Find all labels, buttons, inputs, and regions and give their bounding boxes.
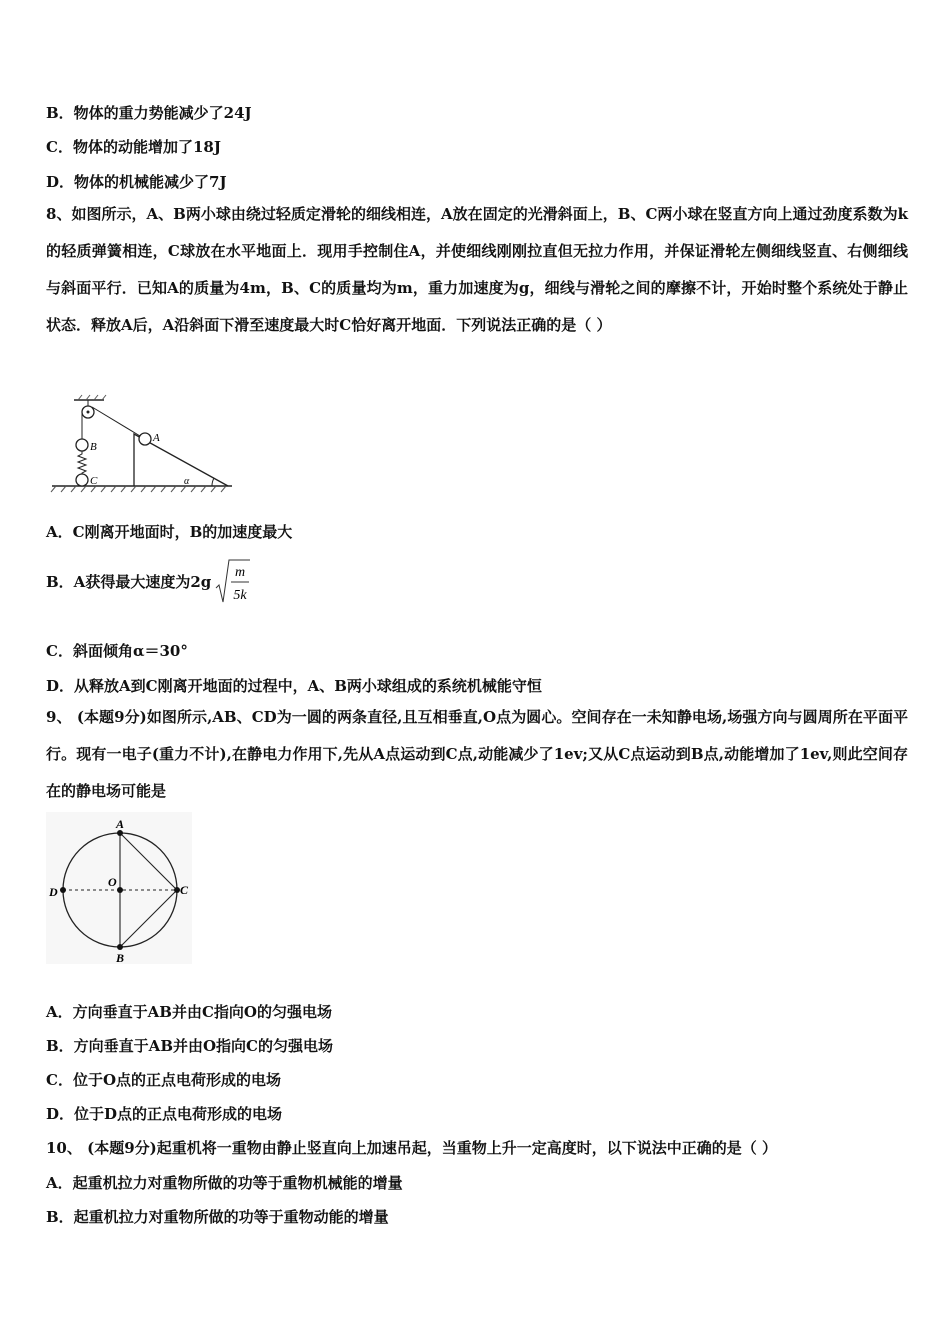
option-b-prev: B．物体的重力势能减少了24J xyxy=(46,104,252,122)
sqrt-denominator: 5k xyxy=(233,588,247,603)
q8-option-c: C．斜面倾角α＝30° xyxy=(46,642,188,660)
circle-diameters-figure xyxy=(46,812,192,964)
label-a: A xyxy=(116,817,125,831)
sqrt-numerator: m xyxy=(235,565,246,580)
q9-option-b: B．方向垂直于AB并由O指向C的匀强电场 xyxy=(46,1037,334,1055)
q8-option-a: A．C刚离开地面时，B的加速度最大 xyxy=(46,523,293,541)
sqrt-expression xyxy=(215,558,251,606)
pulley-incline-figure xyxy=(48,394,234,494)
label-o: O xyxy=(108,875,117,889)
label-b: B xyxy=(90,441,97,453)
q10-option-a: A．起重机拉力对重物所做的功等于重物机械能的增量 xyxy=(46,1174,403,1192)
question-8-stem: 8、如图所示，A、B两小球由绕过轻质定滑轮的细线相连，A放在固定的光滑斜面上，B、C两小球在竖直方向上通过劲度系数为k的轻质弹簧相连，C球放在水平地面上．现用手控制住A，并使细线刚刚拉直但无拉力作用，并保证滑轮左侧细线竖直、右侧细线与斜面平行．已知A的质量为4m，B、C的质量均为m，重力加速度为g，细线与滑轮之间的摩擦不计，开始时整个系统处于静止状态．释放A后，A沿斜面下滑至速度最大时C恰好离开地面．下列说法正确的是（ ） xyxy=(46,205,908,334)
option-c-prev: C．物体的动能增加了18J xyxy=(46,138,221,156)
q9-option-a: A．方向垂直于AB并由C指向O的匀强电场 xyxy=(46,1003,332,1021)
label-a: A xyxy=(153,432,160,444)
label-d: D xyxy=(49,885,58,899)
label-alpha: α xyxy=(184,476,190,487)
question-9-stem: 9、 (本题9分)如图所示,AB、CD为一圆的两条直径,且互相垂直,O点为圆心。空间存在一未知静电场,场强方向与圆周所在平面平行。现有一电子(重力不计),在静电力作用下,先从A点运动到C点,动能减少了1ev;又从C点运动到B点,动能增加了1ev,则此空间存在的静电场可能是 xyxy=(46,708,908,800)
label-c: C xyxy=(90,475,98,487)
q8-option-b-text: B．A获得最大速度为2g xyxy=(46,573,212,591)
q9-option-d: D．位于D点的正点电荷形成的电场 xyxy=(46,1105,283,1123)
q8-option-d: D．从释放A到C刚离开地面的过程中，A、B两小球组成的系统机械能守恒 xyxy=(46,677,542,695)
label-b: B xyxy=(116,951,125,964)
question-10-stem: 10、 (本题9分)起重机将一重物由静止竖直向上加速吊起，当重物上升一定高度时，以下说法中正确的是（ ） xyxy=(46,1139,777,1157)
option-d-prev: D．物体的机械能减少了7J xyxy=(46,173,227,191)
q9-option-c: C．位于O点的正点电荷形成的电场 xyxy=(46,1071,282,1089)
q8-option-b xyxy=(46,558,251,606)
q10-option-b: B．起重机拉力对重物所做的功等于重物动能的增量 xyxy=(46,1208,389,1226)
label-c: C xyxy=(180,883,189,897)
